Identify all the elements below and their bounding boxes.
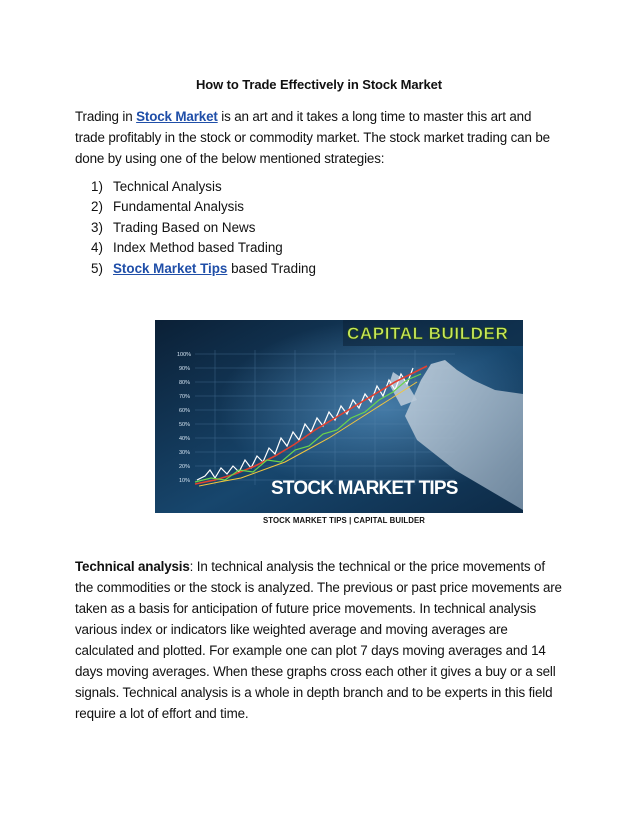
list-item [91, 218, 316, 238]
figure-caption: STOCK MARKET TIPS | CAPITAL BUILDER [262, 516, 426, 525]
axis-tick-label: 70% [179, 394, 191, 400]
capital-builder-banner: CAPITAL BUILDER [347, 324, 509, 343]
axis-tick-label: 80% [179, 380, 191, 386]
list-item-text: Trading Based on News [113, 219, 256, 235]
list-number: 3) [91, 219, 103, 235]
intro-paragraph [75, 106, 563, 169]
chart-illustration [155, 320, 523, 513]
axis-tick-label: 100% [177, 352, 192, 358]
intro-text-before: Trading in [75, 109, 137, 124]
axis-tick-label: 50% [179, 422, 191, 428]
axis-tick-label: 30% [179, 450, 191, 456]
strategy-list [91, 177, 316, 279]
page-title: How to Trade Effectively in Stock Market [196, 77, 442, 92]
axis-tick-label: 90% [179, 366, 191, 372]
stock-market-tips-image [155, 320, 523, 513]
list-item-text: Technical Analysis [113, 179, 222, 194]
list-item-text: Index Method based Trading [113, 240, 283, 256]
list-item-text: Fundamental Analysis [113, 199, 245, 215]
technical-analysis-heading: Technical analysis [75, 559, 190, 574]
list-item [91, 238, 316, 258]
axis-tick-label: 20% [179, 464, 191, 470]
stock-market-tips-overlay: STOCK MARKET TIPS [271, 478, 458, 499]
list-number: 1) [91, 179, 103, 194]
axis-tick-label: 40% [179, 436, 191, 442]
list-number: 5) [91, 260, 103, 276]
stock-market-link[interactable]: Stock Market [136, 109, 218, 124]
list-item [91, 177, 316, 197]
list-item [91, 197, 316, 217]
axis-tick-label: 10% [179, 478, 191, 484]
stock-market-tips-link[interactable]: Stock Market Tips [113, 260, 228, 276]
list-number: 2) [91, 199, 103, 215]
technical-analysis-paragraph [75, 556, 563, 724]
technical-analysis-body: : In technical analysis the technical or the price movements of the commodities or the stock is analyzed. The previous or past price movements are taken as a basis for anticipation of future price movements. In technical analysis various index or indicators like weighted average and moving averages are calculated and plotted. For example one can plot 7 days moving averages and 14 days moving averages. When these graphs cross each other it gives a buy or a sell signals. Technical analysis is a whole in depth branch and to be experts in this field require a lot of effort and time. [75, 559, 562, 721]
axis-tick-label: 60% [179, 408, 191, 414]
list-item [91, 259, 316, 279]
list-item-text: based Trading [227, 260, 316, 276]
list-number: 4) [91, 240, 103, 256]
intro-text-after: is an art and it takes a long time to master this art and trade profitably in the stock or commodity market. The stock market trading can be done by using one of the below mentioned strategies: [75, 109, 550, 166]
